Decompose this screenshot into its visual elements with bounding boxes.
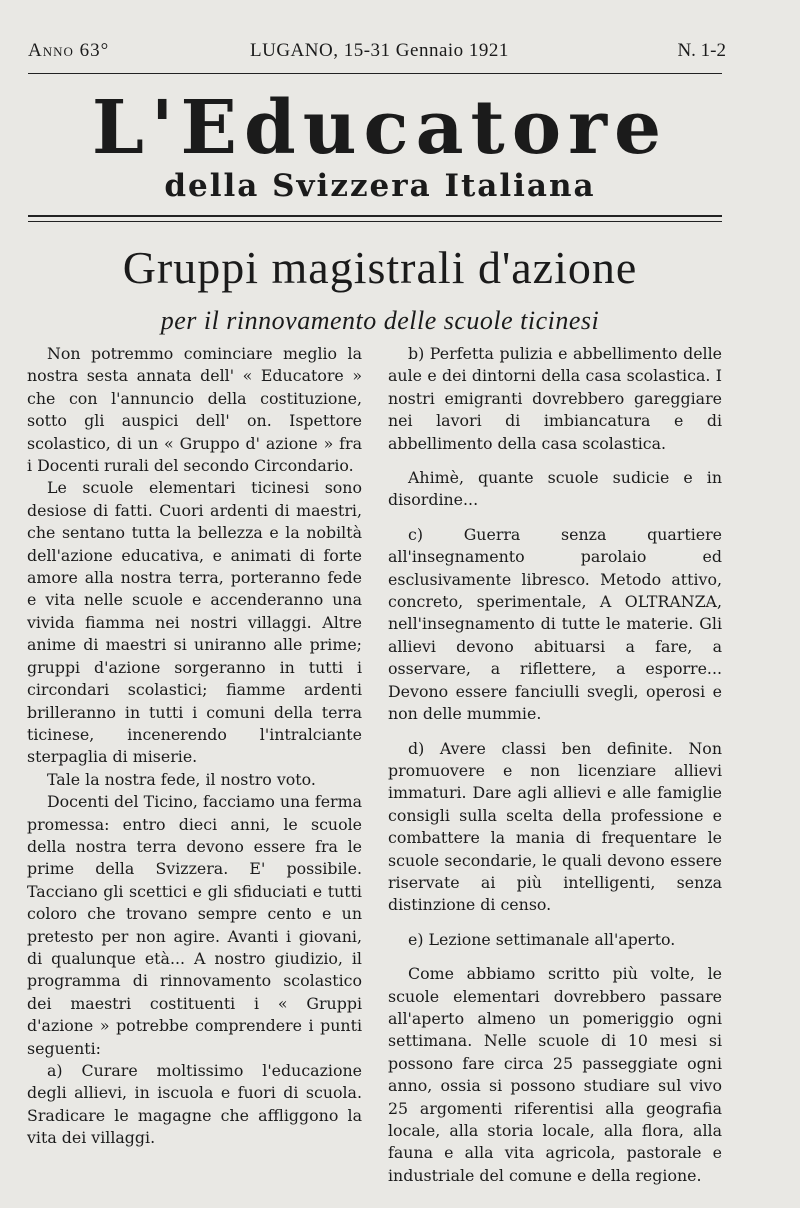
paragraph: a) Curare moltissimo l'educazione degli allievi, in iscuola e fuori di scuola. Sradicare le magagne che affliggono la vita dei villaggi. [27, 1061, 362, 1148]
dateline: LUGANO, 15-31 Gennaio 1921 [250, 40, 509, 61]
paragraph: c) Guerra senza quartiere all'insegnamento parolaio ed esclusivamente libresco. Metodo attivo, concreto, sperimentale, A OLTRANZA, nell'insegnamento di tutte le materie. Gli allievi devono abituarsi a fare, a osservare, a riflettere, a esporre... Devono essere fanciulli svegli, operosi e non delle mummie. [388, 524, 722, 724]
running-header [28, 40, 728, 70]
article-title: Gruppi magistrali d'azione [122, 242, 638, 293]
paragraph: Come abbiamo scritto più volte, le scuole elementari dovrebbero passare all'aperto almeno un pomeriggio ogni settimana. Nelle scuole di 10 mesi si possono fare circa 25 passeggiate ogni anno, ossia si possono studiare sul vivo 25 argomenti riferentisi alla geografia locale, alla storia locale, alla flora, alla fauna e alla vita agricola, pastorale e industriale del comune e della regione. [388, 964, 722, 1185]
article-subtitle: per il rinnovamento delle scuole ticinesi [160, 306, 600, 335]
header-rule [28, 73, 722, 74]
masthead-title: L'Educatore [91, 85, 669, 171]
masthead-rule-bottom [28, 221, 722, 222]
paragraph: b) Perfetta pulizia e abbellimento delle aule e dei dintorni della casa scolastica. I nostri emigranti dovrebbero gareggiare nei lavori di imbiancatura e di abbellimento della casa scolastica. [388, 344, 722, 453]
right-column [388, 343, 722, 1187]
paragraph: Ahimè, quante scuole sudicie e in disordine... [388, 468, 722, 510]
paragraph: d) Avere classi ben definite. Non promuovere e non licenziare allievi immaturi. Dare agli allievi e alle famiglie consigli sulla scelta della professione e combattere la mania di frequentare le scuole secondarie, le quali devono essere riservate ai più intelligenti, senza distinzione di censo. [388, 738, 722, 915]
paragraph: Docenti del Ticino, facciamo una ferma promessa: entro dieci anni, le scuole della nostra terra devono essere fra le prime della Svizzera. E' possibile. Tacciano gli scettici e gli sfiduciati e tutti coloro che trovano sempre cento e un pretesto per non agire. Avanti i giovani, di qualunque età... A nostro giudizio, il programma di rinnovamento scolastico dei maestri costituenti i « Gruppi d'azione » potrebbe comprendere i punti seguenti: [27, 792, 362, 1058]
masthead-subtitle: della Svizzera Italiana [164, 168, 596, 204]
paragraph: Non potremmo cominciare meglio la nostra sesta annata dell' « Educatore » che con l'annuncio della costituzione, sotto gli auspici dell' on. Ispettore scolastico, di un « Gruppo d' azione » fra i Docenti rurali del secondo Circondario. [27, 344, 362, 476]
left-column [27, 343, 362, 1150]
paragraph: Tale la nostra fede, il nostro voto. [47, 769, 316, 789]
paragraph: e) Lezione settimanale all'aperto. [408, 929, 676, 949]
issue-number: N. 1-2 [677, 40, 726, 61]
volume-number: Anno 63° [28, 40, 110, 61]
paragraph: Le scuole elementari ticinesi sono desiose di fatti. Cuori ardenti di maestri, che sentano tutta la bellezza e la nobiltà dell'azione educativa, e animati di forte amore alla nostra terra, porteranno fede e vita nelle scuole e accenderanno una vivida fiamma nei nostri villaggi. Altre anime di maestri si uniranno alle prime; gruppi d'azione sorgeranno in tutti i circondari scolastici; fiamme ardenti brilleranno in tutti i comuni della terra ticinese, incenerendo l'intralciante sterpaglia di miserie. [27, 478, 362, 767]
masthead-rule-top [28, 215, 722, 217]
